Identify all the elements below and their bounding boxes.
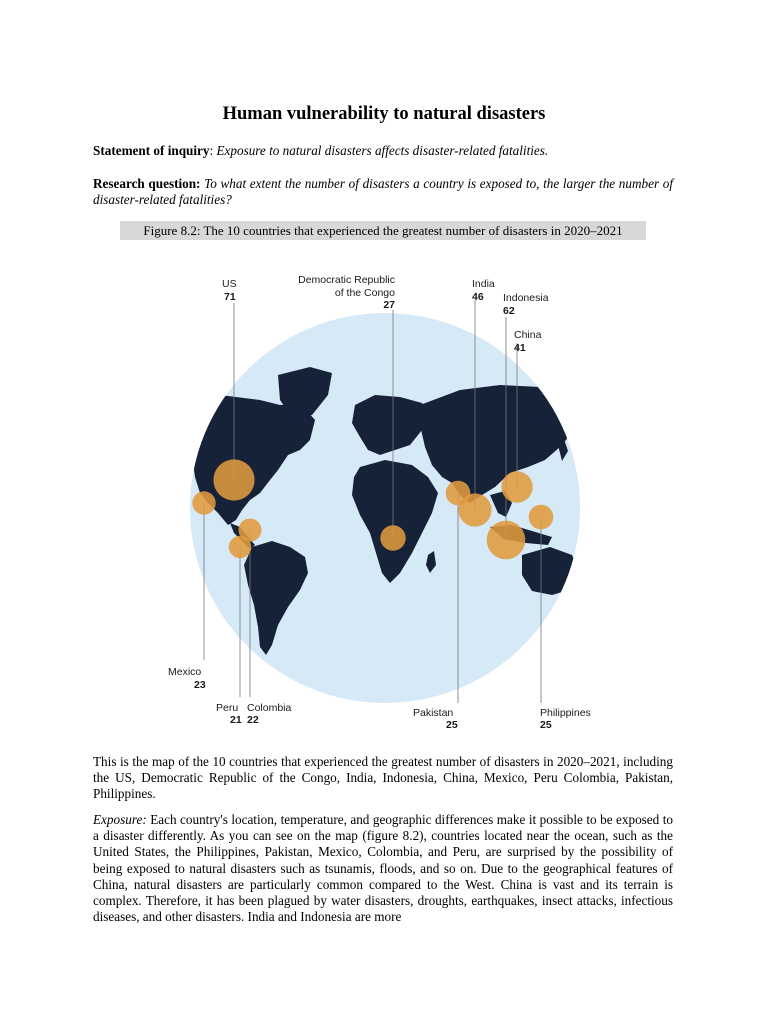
statement-label: Statement of inquiry [93, 143, 210, 158]
bubble-drc [380, 525, 405, 550]
question-label: Research question: [93, 176, 201, 191]
label-mexico-name: Mexico [168, 666, 202, 678]
page-title: Human vulnerability to natural disasters [222, 104, 546, 124]
bubble-pakistan [446, 481, 471, 506]
statement-sep: : [209, 143, 217, 158]
statement-of-inquiry [93, 143, 673, 159]
exposure-text: Each country's location, temperature, and geographic differences make it possible to be exposed to a disaster differently. As you can see on the map (figure 8.2), countries located near the ocean, such as the United States, the Philippines, Pakistan, Mexico, Colombia, and Peru, are surprised by the possibility of being exposed to natural disasters such as tsunamis, floods, and so on. Due to the geographical features of China, natural disasters are particularly common compared to the West. China is vast and its terrain is complex. Therefore, it has been plagued by water disasters, droughts, earthquakes, insect attacks, infectious diseases, and other disasters. India and Indonesia are more [93, 812, 673, 925]
question-text: To what extent the number of disasters a country is exposed to, the larger the number of disaster-related fatalities? [93, 176, 674, 208]
label-peru-count: 21 [230, 714, 242, 726]
label-china-count: 41 [514, 342, 526, 354]
label-pakistan-name: Pakistan [413, 707, 454, 719]
figure-caption: Figure 8.2: The 10 countries that experienced the greatest number of disasters in 2020–2021 [120, 221, 646, 240]
label-philippines-count: 25 [540, 719, 552, 729]
bubble-indonesia [487, 521, 526, 560]
world-map-figure [160, 255, 610, 729]
label-pakistan-count: 25 [446, 719, 458, 729]
label-drc-line1: Democratic Republic [298, 274, 395, 286]
label-mexico-count: 23 [194, 679, 206, 691]
label-colombia-name: Colombia [247, 702, 292, 714]
bubble-china [501, 471, 532, 502]
label-india-count: 46 [472, 291, 484, 303]
bubble-mexico [192, 491, 215, 514]
label-india-name: India [472, 278, 495, 290]
label-indonesia-name: Indonesia [503, 292, 549, 304]
statement-text: Exposure to natural disasters affects disaster-related fatalities. [216, 143, 549, 158]
research-question [93, 176, 673, 208]
label-peru-name: Peru [216, 702, 239, 714]
bubble-colombia [239, 519, 262, 542]
world-map [160, 255, 610, 729]
label-drc-line2: of the Congo [334, 287, 395, 299]
label-china-name: China [514, 329, 542, 341]
label-philippines-name: Philippines [540, 707, 591, 719]
label-us-name: US [222, 278, 237, 290]
label-us-count: 71 [224, 291, 236, 303]
label-drc-count: 27 [383, 299, 395, 311]
bubble-philippines [529, 505, 554, 530]
body-paragraph-2 [93, 812, 673, 925]
bubble-us [213, 459, 254, 500]
label-indonesia-count: 62 [503, 305, 515, 317]
exposure-label: Exposure: [93, 812, 147, 827]
body-paragraph-1: This is the map of the 10 countries that experienced the greatest number of disasters in 2020–2021, including the US, Democratic Republic of the Congo, India, Indonesia, China, Mexico, Peru Colombia, Pakistan, Philippines. [93, 754, 673, 802]
label-colombia-count: 22 [247, 714, 259, 726]
